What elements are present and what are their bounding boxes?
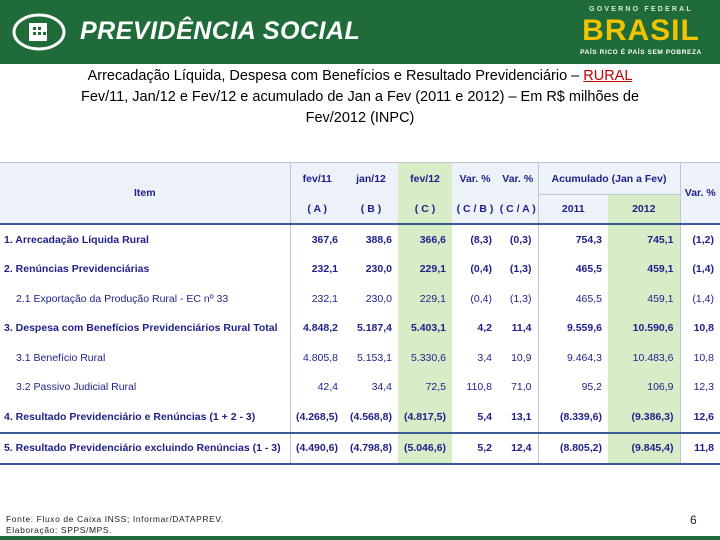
row-value: (4.817,5) [398, 402, 452, 433]
header-col-ca: ( C / A ) [498, 195, 538, 225]
row-value: (0,4) [470, 263, 492, 276]
row-value: 10.483,6 [608, 343, 680, 373]
row-value: (9.386,3) [608, 402, 680, 433]
table-row [0, 402, 720, 433]
row-value: (8.805,2) [538, 433, 608, 465]
row-value: 5.187,4 [356, 322, 392, 335]
row-value: 11,4 [511, 322, 532, 335]
row-value: 4,2 [477, 322, 492, 335]
row-value: 42,4 [290, 373, 344, 403]
row-value: 5.153,1 [356, 351, 392, 364]
row-value: 465,5 [538, 284, 608, 314]
row-value: 232,1 [290, 255, 344, 285]
row-value: 5,2 [452, 433, 498, 465]
row-label: 5. Resultado Previdenciário excluindo Renúncias (1 - 3) [0, 433, 290, 465]
header-var-1: Var. % [452, 163, 498, 195]
row-value: (1,3) [509, 263, 532, 276]
row-value: 12,4 [498, 433, 538, 465]
elaboration-text: Elaboração: SPPS/MPS. [6, 524, 113, 535]
title-highlight-rural: RURAL [583, 68, 633, 84]
header-bar [0, 0, 720, 64]
row-value: 10,8 [680, 343, 720, 373]
row-value: 71,0 [511, 381, 532, 394]
row-value: 5.403,1 [398, 314, 452, 344]
row-value: (8,3) [470, 233, 492, 246]
row-value: 9.559,6 [538, 314, 608, 344]
previdencia-logo-icon [12, 12, 66, 52]
table-row [0, 343, 720, 373]
brasil-wordmark: BRASIL [582, 14, 700, 47]
header-col-b: ( B ) [344, 195, 398, 225]
row-value: 5.330,6 [398, 343, 452, 373]
row-value: 366,6 [398, 224, 452, 255]
header-var-2: Var. % [498, 163, 538, 195]
header-year-2011: 2011 [538, 195, 608, 225]
row-value: 367,6 [290, 224, 344, 255]
source-text: Fonte: Fluxo de Caixa INSS; Informar/DATAPREV. [6, 514, 224, 524]
gov-slogan: PAÍS RICO É PAÍS SEM POBREZA [580, 49, 702, 56]
row-value: (0,4) [470, 292, 492, 305]
row-label: 3.2 Passivo Judicial Rural [16, 381, 137, 394]
header-fev12: fev/12 [398, 163, 452, 195]
row-value: (9.845,4) [608, 433, 680, 465]
row-value: 230,0 [365, 263, 392, 276]
row-value: 754,3 [538, 224, 608, 255]
row-value: (4.798,8) [344, 433, 398, 465]
row-value: (4.568,8) [349, 410, 392, 423]
row-value: 465,5 [538, 255, 608, 285]
title-line-3: Fev/2012 (INPC) [305, 110, 415, 126]
title-line-1 [10, 66, 710, 87]
header-col-a: ( A ) [290, 195, 344, 225]
row-label: 4. Resultado Previdenciário e Renúncias (1 + 2 - 3) [4, 410, 256, 423]
row-value: 10,8 [680, 314, 720, 344]
governo-federal-logo [568, 6, 714, 60]
row-value: 9.464,3 [538, 343, 608, 373]
row-value: (1,2) [680, 224, 720, 255]
row-value: 10,9 [511, 351, 532, 364]
row-value: 229,1 [398, 255, 452, 285]
data-table-container [0, 162, 720, 460]
row-value: 11,8 [680, 433, 720, 465]
results-table [0, 162, 720, 465]
header-jan12: jan/12 [344, 163, 398, 195]
row-value: (4.490,6) [290, 433, 344, 465]
footer-rule [0, 536, 720, 540]
row-value: 95,2 [538, 373, 608, 403]
row-value: 230,0 [365, 292, 392, 305]
title-line-1-prefix: Arrecadação Líquida, Despesa com Benefícios e Resultado Previdenciário – [87, 68, 584, 84]
row-value: 232,1 [290, 284, 344, 314]
header-var-3: Var. % [680, 163, 720, 225]
table-row [0, 255, 720, 285]
header-year-2012: 2012 [608, 195, 680, 225]
row-value: (1,3) [509, 292, 532, 305]
row-value: 229,1 [398, 284, 452, 314]
title-line-2: Fev/11, Jan/12 e Fev/12 e acumulado de Jan a Fev (2011 e 2012) – Em R$ milhões de [80, 89, 640, 105]
row-value: (1,4) [680, 284, 720, 314]
row-value: 110,8 [466, 381, 492, 394]
table-row [0, 224, 720, 255]
row-value: 72,5 [398, 373, 452, 403]
row-value: (1,4) [680, 255, 720, 285]
table-row [0, 314, 720, 344]
header-acumulado: Acumulado (Jan a Fev) [538, 163, 680, 195]
row-value: 13,1 [511, 410, 532, 423]
row-value: 5,4 [477, 410, 492, 423]
row-label: 2. Renúncias Previdenciárias [4, 263, 150, 276]
row-value: 10.590,6 [608, 314, 680, 344]
header-item: Item [0, 163, 290, 225]
row-value: (4.268,5) [290, 402, 344, 433]
page-number: 6 [690, 513, 697, 527]
row-value: 106,9 [608, 373, 680, 403]
row-value: 745,1 [608, 224, 680, 255]
table-body [0, 224, 720, 464]
gov-top-text: GOVERNO FEDERAL [589, 6, 693, 13]
header-title: PREVIDÊNCIA SOCIAL [80, 17, 361, 45]
row-value: 3,4 [477, 351, 492, 364]
table-row [0, 373, 720, 403]
row-value: 4.848,2 [290, 314, 344, 344]
row-value: 388,6 [365, 233, 392, 246]
row-label: 3.1 Benefício Rural [16, 351, 106, 364]
row-value: 459,1 [608, 284, 680, 314]
header-fev11: fev/11 [290, 163, 344, 195]
row-value: (5.046,6) [398, 433, 452, 465]
row-value: 34,4 [371, 381, 392, 394]
slide-title [10, 66, 710, 129]
row-value: 4.805,8 [290, 343, 344, 373]
table-row [0, 433, 720, 465]
table-row [0, 284, 720, 314]
row-label: 3. Despesa com Benefícios Previdenciários Rural Total [4, 322, 278, 335]
header-col-c: ( C ) [398, 195, 452, 225]
row-value: 12,6 [680, 402, 720, 433]
row-label: 1. Arrecadação Líquida Rural [4, 233, 149, 246]
row-value: 459,1 [608, 255, 680, 285]
source-note [6, 514, 224, 535]
row-label: 2.1 Exportação da Produção Rural - EC nº 33 [16, 292, 229, 305]
row-value: 12,3 [680, 373, 720, 403]
row-value: (8.339,6) [538, 402, 608, 433]
header-col-cb: ( C / B ) [452, 195, 498, 225]
row-value: (0,3) [509, 233, 532, 246]
